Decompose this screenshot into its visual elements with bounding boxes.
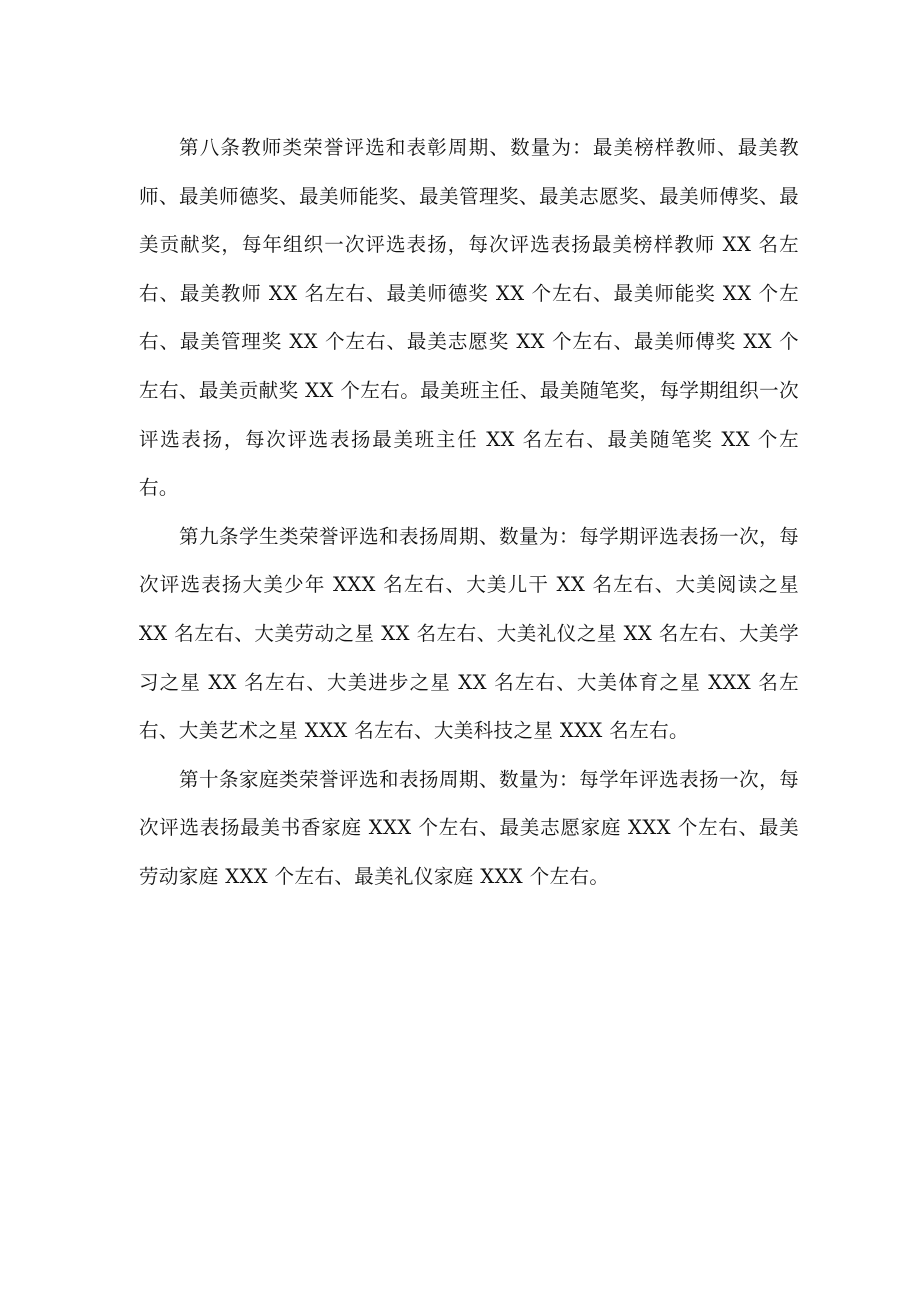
article-8-paragraph: 第八条教师类荣誉评选和表彰周期、数量为：最美榜样教师、最美教师、最美师德奖、最美师能奖、最美管理奖、最美志愿奖、最美师傅奖、最美贡献奖，每年组织一次评选表扬，每次评选表扬最美榜样教师 XX 名左右、最美教师 XX 名左右、最美师德奖 XX 个左右、最美师能奖 XX 个左右、最美管理奖 XX 个左右、最美志愿奖 XX 个左右、最美师傅奖 XX 个左右、最美贡献奖 XX 个左右。最美班主任、最美随笔奖，每学期组织一次评选表扬，每次评选表扬最美班主任 XX 名左右、最美随笔奖 XX 个左右。 bbox=[139, 136, 799, 500]
document-body bbox=[139, 124, 799, 902]
article-9-paragraph: 第九条学生类荣誉评选和表扬周期、数量为：每学期评选表扬一次，每次评选表扬大美少年 XXX 名左右、大美儿干 XX 名左右、大美阅读之星 XX 名左右、大美劳动之星 XX 名左右、大美礼仪之星 XX 名左右、大美学习之星 XX 名左右、大美进步之星 XX 名左右、大美体育之星 XXX 名左右、大美艺术之星 XXX 名左右、大美科技之星 XXX 名左右。 bbox=[139, 524, 799, 743]
article-10-paragraph: 第十条家庭类荣誉评选和表扬周期、数量为：每学年评选表扬一次，每次评选表扬最美书香家庭 XXX 个左右、最美志愿家庭 XXX 个左右、最美劳动家庭 XXX 个左右、最美礼仪家庭 XXX 个左右。 bbox=[139, 767, 799, 888]
